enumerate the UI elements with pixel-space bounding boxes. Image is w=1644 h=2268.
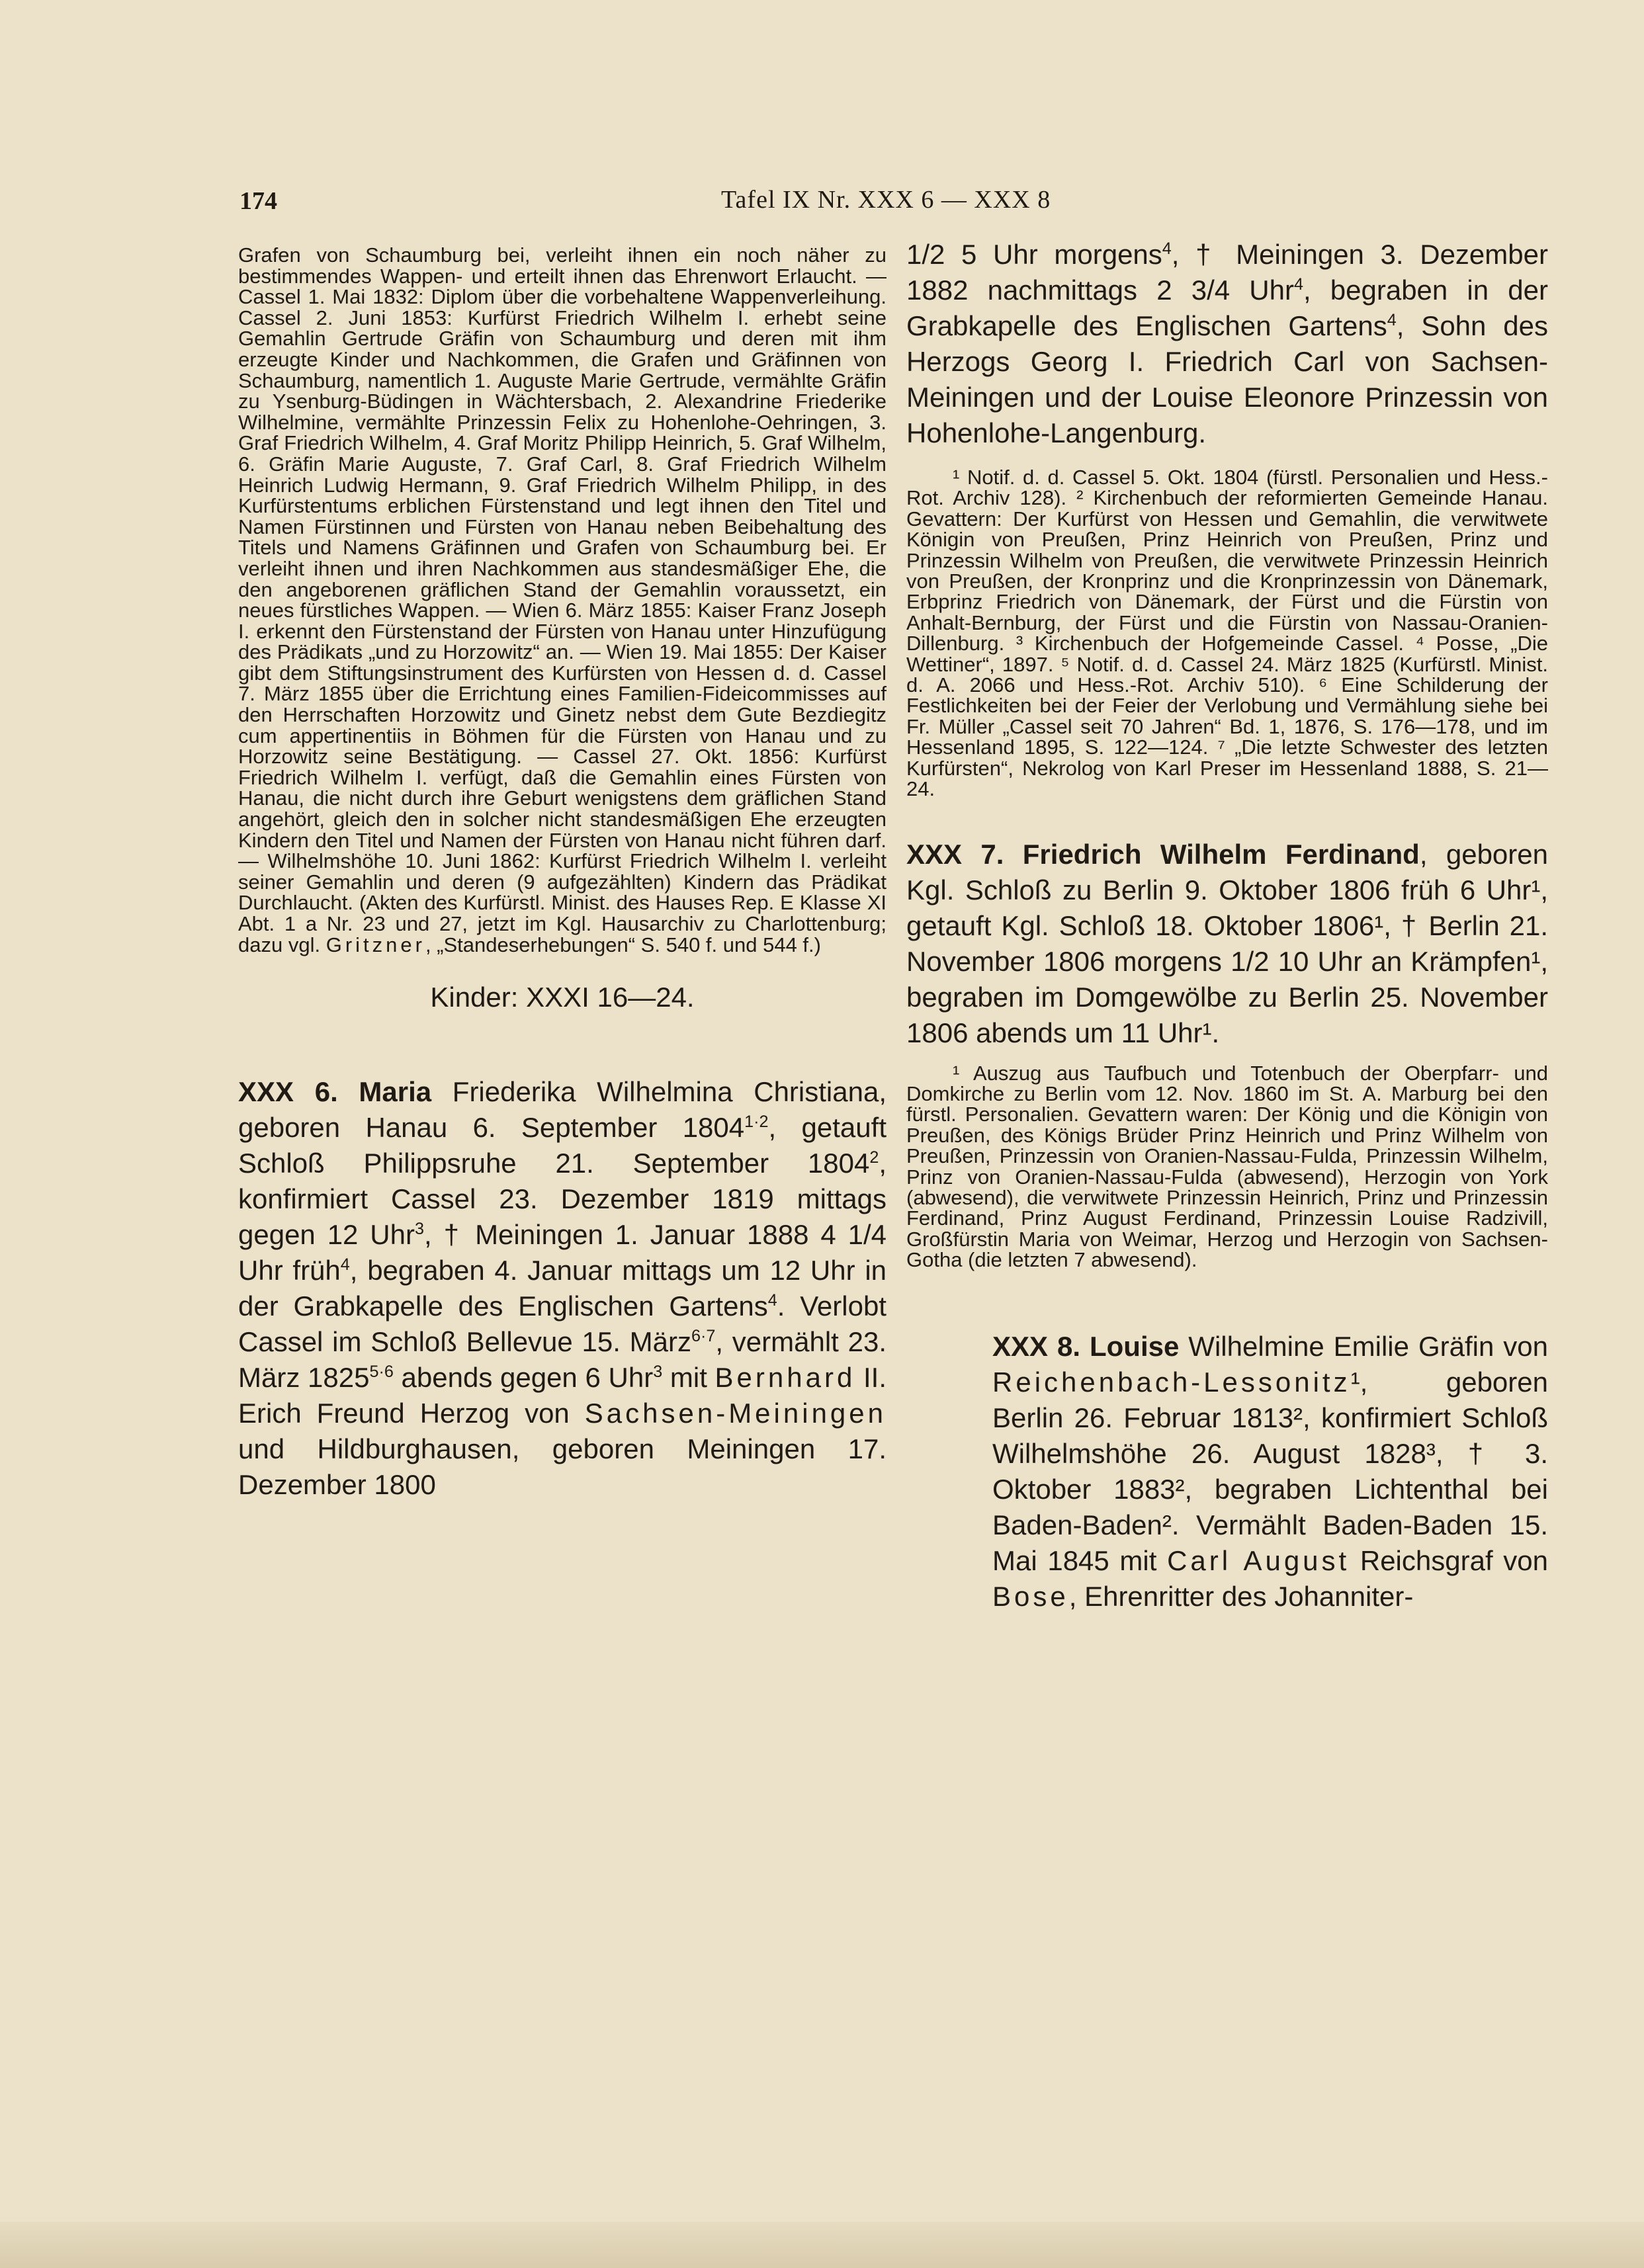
spouse-house: Sachsen-Meiningen [584, 1398, 887, 1429]
right-column [906, 237, 1548, 1615]
entry-text: , Ehrenritter des Johanniter- [1068, 1580, 1414, 1612]
entry-text: Reichsgraf von [1350, 1544, 1548, 1576]
footnote-ref: 3 [653, 1363, 663, 1382]
entry-text: , konfirmiert Cassel 23. Dezember 1819 mittags gegen 12 Uhr [238, 1148, 887, 1251]
footnote-ref: 6·7 [691, 1327, 716, 1346]
footnote-ref: 4 [340, 1255, 350, 1275]
footnote-ref: 4 [1162, 239, 1172, 258]
intro-tail: , „Standeserhebungen“ S. 540 f. und 544 f.) [425, 933, 821, 956]
entry-text: mit [662, 1362, 715, 1394]
entry-text: , begraben in der Grabkapelle des Englischen Gartens [906, 274, 1548, 341]
entry-text: Wilhelmine Emilie Gräfin von [1179, 1330, 1548, 1362]
entry-name: Friedrich Wilhelm Ferdinand [1022, 838, 1420, 870]
entry-text: ¹, geboren Berlin 26. Februar 1813², konfirmiert Schloß Wilhelmshöhe 26. August 1828³, † 3. Oktober 1883², begraben Lichtenthal bei Baden-Baden². Vermählt Baden-Baden 15. Mai 1845 mit [992, 1366, 1548, 1576]
children-reference: Kinder: XXXI 16—24. [430, 982, 695, 1013]
entry-xxx8 [992, 1329, 1548, 1615]
intro-author: Gritzner [325, 933, 425, 956]
intro-paragraph [238, 245, 887, 955]
entry-text: , vermählt 23. März 1825 [238, 1326, 887, 1394]
spouse-name: Carl August [1167, 1544, 1350, 1576]
left-column [238, 245, 887, 1503]
entry-text: , getauft Schloß Philippsruhe 21. September 1804 [238, 1112, 887, 1179]
entry-text: , geboren Kgl. Schloß zu Berlin 9. Oktober 1806 früh 6 Uhr¹, getauft Kgl. Schloß 18. Oktober 1806¹, † Berlin 21. November 1806 morgens 1/2 10 Uhr an Krämpfen¹, begraben im Domgewölbe zu Berlin 25. November 1806 abends um 11 Uhr¹. [906, 838, 1548, 1048]
footnote-ref: 4 [1293, 275, 1303, 294]
footnotes-xxx6: ¹ Notif. d. d. Cassel 5. Okt. 1804 (fürstl. Personalien und Hess.-Rot. Archiv 128). ² Kirchenbuch der reformierten Gemeinde Hanau. Gevattern: Der Kurfürst von Hessen und Gemahlin, die verwitwete Königin von Preußen, Prinz Heinrich von Preußen, Prinz und Prinzessin Wilhelm von Preußen, die verwitwete Prinzessin Heinrich von Preußen, der Kronprinz und die Kronprinzessin von Dänemark, Erbprinz Friedrich von Dänemark, der Fürst und die Fürstin von Anhalt-Bernburg, der Fürst und die Fürstin von Nassau-Oranien-Dillenburg. ³ Kirchenbuch der Hofgemeinde Cassel. ⁴ Posse, „Die Wettiner“, 1897. ⁵ Notif. d. d. Cassel 24. März 1825 (Kurfürstl. Minist. d. A. 2066 und Hess.-Rot. Archiv 510). ⁶ Eine Schilderung der Festlichkeiten bei der Feier der Verlobung und Vermählung siehe bei Fr. Müller „Cassel seit 70 Jahren“ Bd. 1, 1876, S. 176—178, und im Hessenland 1895, S. 122—124. ⁷ „Die letzte Schwester des letzten Kurfürsten“, Nekrolog von Karl Preser im Hessenland 1888, S. 21—24. [906, 466, 1548, 801]
entry-text: II. Erich Freund Herzog von [238, 1362, 887, 1429]
entry-text: , † Meiningen 1. Januar 1888 4 1/4 Uhr früh [238, 1219, 887, 1286]
footnote-ref: 5·6 [369, 1363, 394, 1382]
footnote-ref: 4 [1387, 311, 1397, 329]
family-name: Reichenbach-Lessonitz [992, 1366, 1351, 1398]
footnotes-xxx7: ¹ Auszug aus Taufbuch und Totenbuch der Oberpfarr- und Domkirche zu Berlin vom 12. Nov. 1860 im St. A. Marburg bei den fürstl. Personalien. Gevattern waren: Der König und die Königin von Preußen, des Königs Brüder Prinz Heinrich und Prinz Wilhelm von Preußen, Prinzessin von Oranien-Nassau-Fulda, Prinzessin Wilhelm, Prinz von Oranien-Nassau-Fulda (abwesend), Herzogin von York (abwesend), die verwitwete Prinzessin Heinrich, Prinz und Prinzessin Ferdinand, Prinz August Ferdinand, Prinzessin Louise Radzivill, Großfürstin Maria von Weimar, Herzog und Herzogin von Sachsen-Gotha (die letzten 7 abwesend). [906, 1061, 1548, 1272]
entry-name: Maria [359, 1076, 432, 1108]
footnote-ref: 4 [767, 1291, 777, 1310]
entry-text: , begraben 4. Januar mittags um 12 Uhr in der Grabkapelle des Englischen Gartens [238, 1255, 887, 1322]
page-bottom-edge [0, 2222, 1644, 2268]
entry-text: . Verlobt Cassel im Schloß Bellevue 15. März [238, 1290, 887, 1358]
entry-xxx6 [238, 1074, 887, 1503]
entry-text: 1/2 5 Uhr morgens [906, 239, 1162, 270]
entry-text: , Sohn des Herzogs Georg I. Friedrich Carl von Sachsen-Meiningen und der Louise Eleonore Prinzessin von Hohenlohe-Langenburg. [906, 310, 1549, 448]
footnote-ref: 1·2 [744, 1113, 769, 1132]
spouse-name: Bernhard [714, 1362, 856, 1394]
page-number: 174 [239, 187, 277, 215]
entry-number: XXX 7. [906, 838, 1004, 870]
entry-xxx7 [906, 837, 1548, 1051]
spouse-family: Bose [992, 1580, 1069, 1612]
entry-number: XXX 6. [238, 1076, 338, 1108]
footnote-ref: 2 [869, 1148, 879, 1167]
intro-text: Grafen von Schaumburg bei, verleiht ihnen ein noch näher zu bestimmendes Wappen- und erteilt ihnen das Ehrenwort Erlaucht. — Cassel 1. Mai 1832: Diplom über die vorbehaltene Wappenverleihung. Cassel 2. Juni 1853: Kurfürst Friedrich Wilhelm I. erhebt seine Gemahlin Gertrude Gräfin von Schaumburg und deren mit ihm erzeugte Kinder und Nachkommen, die Grafen und Gräfinnen von Schaumburg, namentlich 1. Auguste Marie Gertrude, vermählte Gräfin zu Ysenburg-Büdingen in Wächtersbach, 2. Alexandrine Friederike Wilhelmine, vermählte Prinzessin Felix zu Hohenlohe-Oehringen, 3. Graf Friedrich Wilhelm, 4. Graf Moritz Philipp Heinrich, 5. Graf Wilhelm, 6. Gräfin Marie Auguste, 7. Graf Carl, 8. Graf Friedrich Wilhelm Heinrich Ludwig Hermann, 9. Graf Friedrich Wilhelm Philipp, in des Kurfürstentums erblichen Fürstenstand und legt ihnen den Titel und Namen Fürstinnen und Fürsten von Hanau neben Beibehaltung des Titels und Namens Gräfinnen und Grafen von Schaumburg bei. Er verleiht ihnen und ihren Nachkommen aus standesmäßiger Ehe, die den angeborenen gräflichen Stand der Gemahlin voraussetzt, ein neues fürstliches Wappen. — Wien 6. März 1855: Kaiser Franz Joseph I. erkennt den Fürstenstand der Fürsten von Hanau unter Hinzufügung des Prädikats „und zu Horzowitz“ an. — Wien 19. Mai 1855: Der Kaiser gibt dem Stiftungsinstrument des Kurfürsten von Hessen d. d. Cassel 7. März 1855 über die Errichtung eines Familien-Fideicommisses auf den Herrschaften Horzowitz und Ginetz nebst dem Gute Bezdiegitz cum appertinentiis in Böhmen für die Fürsten von Hanau und zu Horzowitz seine Bestätigung. — Cassel 27. Okt. 1856: Kurfürst Friedrich Wilhelm I. verfügt, daß die Gemahlin eines Fürsten von Hanau, die nicht durch ihre Geburt wenigstens dem gräflichen Stand angehört, gleich den in solcher nicht standesmäßigen Ehe erzeugten Kindern den Titel und Namen der Fürsten von Hanau nicht führen darf. — Wilhelmshöhe 10. Juni 1862: Kurfürst Friedrich Wilhelm I. verleiht seiner Gemahlin und deren (9 aufgezählten) Kindern das Prädikat Durchlaucht. (Akten des Kurfürstl. Minist. des Hauses Rep. E Klasse XI Abt. 1 a Nr. 23 und 27, jetzt im Kgl. Hausarchiv zu Charlottenburg; dazu vgl. [238, 243, 887, 956]
entry-text: Friederika Wilhelmina Christiana, geboren Hanau 6. September 1804 [238, 1076, 887, 1144]
entry-text: abends gegen 6 Uhr [393, 1362, 654, 1394]
entry-name: Louise [1089, 1330, 1180, 1362]
entry-xxx6-continuation [906, 237, 1548, 451]
entry-text: , † Meiningen 3. Dezember 1882 nachmittags 2 3/4 Uhr [906, 239, 1548, 306]
entry-text: und Hildburghausen, geboren Meiningen 17. Dezember 1800 [238, 1433, 887, 1501]
footnote-ref: 3 [415, 1220, 425, 1239]
running-header: Tafel IX Nr. XXX 6 — XXX 8 [721, 186, 1051, 214]
entry-number: XXX 8. [992, 1330, 1081, 1362]
